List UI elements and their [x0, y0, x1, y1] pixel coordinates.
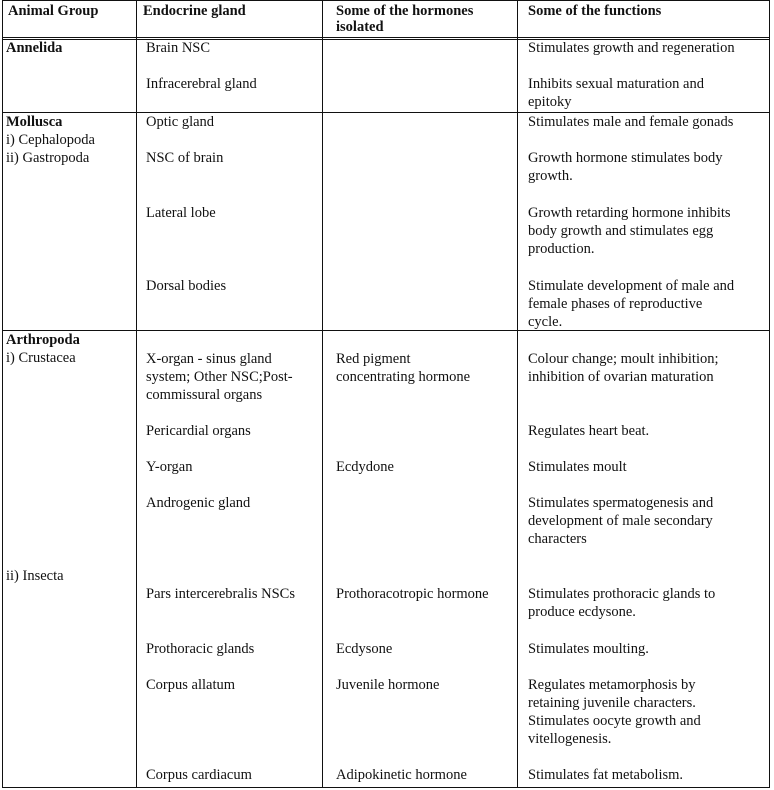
gland-cell: Y-organ [146, 459, 193, 475]
header-hormones-line1: Some of the hormones [336, 3, 474, 19]
header-animal-group: Animal Group [8, 3, 99, 19]
gland-cell: Brain NSC [146, 40, 211, 56]
function-cell: vitellogenesis. [528, 731, 612, 747]
function-cell: Stimulates oocyte growth and [528, 713, 701, 729]
gland-cell: Corpus allatum [146, 677, 236, 693]
hormone-cell: concentrating hormone [336, 369, 471, 385]
hormone-cell: Adipokinetic hormone [336, 767, 467, 783]
gland-cell: system; Other NSC;Post- [146, 369, 293, 385]
function-cell: Colour change; moult inhibition; [528, 351, 719, 367]
function-cell: Stimulates growth and regeneration [528, 40, 735, 56]
subgroup-crustacea: i) Crustacea [6, 350, 76, 366]
header-hormones-line2: isolated [336, 19, 384, 35]
hormone-cell: Ecdydone [336, 459, 394, 475]
function-cell: Stimulates moulting. [528, 641, 649, 657]
function-cell: Stimulates fat metabolism. [528, 767, 684, 783]
gland-cell: Dorsal bodies [146, 278, 227, 294]
function-cell: Stimulates spermatogenesis and [528, 495, 714, 511]
function-cell: Growth retarding hormone inhibits [528, 205, 731, 221]
gland-cell: Prothoracic glands [146, 641, 255, 657]
hormone-cell: Ecdysone [336, 641, 393, 657]
function-cell: cycle. [528, 314, 563, 330]
function-cell: characters [528, 531, 587, 547]
function-cell: Stimulates moult [528, 459, 627, 475]
header-endocrine-gland: Endocrine gland [143, 3, 246, 19]
function-cell: body growth and stimulates egg [528, 223, 714, 239]
function-cell: growth. [528, 168, 573, 184]
hormone-cell: Juvenile hormone [336, 677, 440, 693]
gland-cell: Lateral lobe [146, 205, 216, 221]
function-cell: Growth hormone stimulates body [528, 150, 723, 166]
subgroup-insecta: ii) Insecta [6, 568, 64, 584]
function-cell: production. [528, 241, 595, 257]
section-divider-arthropoda [3, 330, 769, 331]
function-cell: Stimulates prothoracic glands to [528, 586, 716, 602]
function-cell: produce ecdysone. [528, 604, 636, 620]
subgroup-gastropoda: ii) Gastropoda [6, 150, 90, 166]
function-cell: inhibition of ovarian maturation [528, 369, 714, 385]
gland-cell: commissural organs [146, 387, 263, 403]
function-cell: Regulates heart beat. [528, 423, 650, 439]
gland-cell: X-organ - sinus gland [146, 351, 272, 367]
gland-cell: Pericardial organs [146, 423, 251, 439]
group-mollusca: Mollusca [6, 114, 63, 130]
function-cell: development of male secondary [528, 513, 713, 529]
column-divider [322, 1, 323, 787]
header-divider [3, 37, 769, 38]
gland-cell: Infracerebral gland [146, 76, 257, 92]
subgroup-cephalopoda: i) Cephalopoda [6, 132, 95, 148]
gland-cell: Optic gland [146, 114, 215, 130]
group-arthropoda: Arthropoda [6, 332, 80, 348]
function-cell: Stimulate development of male and [528, 278, 735, 294]
gland-cell: Pars intercerebralis NSCs [146, 586, 295, 602]
function-cell: Stimulates male and female gonads [528, 114, 734, 130]
hormone-cell: Prothoracotropic hormone [336, 586, 489, 602]
function-cell: Regulates metamorphosis by [528, 677, 696, 693]
gland-cell: Androgenic gland [146, 495, 251, 511]
function-cell: retaining juvenile characters. [528, 695, 696, 711]
column-divider [517, 1, 518, 787]
column-divider [136, 1, 137, 787]
gland-cell: NSC of brain [146, 150, 224, 166]
gland-cell: Corpus cardiacum [146, 767, 252, 783]
function-cell: Inhibits sexual maturation and [528, 76, 704, 92]
function-cell: epitoky [528, 94, 572, 110]
function-cell: female phases of reproductive [528, 296, 703, 312]
header-functions: Some of the functions [528, 3, 662, 19]
hormone-cell: Red pigment [336, 351, 411, 367]
group-annelida: Annelida [6, 40, 63, 56]
